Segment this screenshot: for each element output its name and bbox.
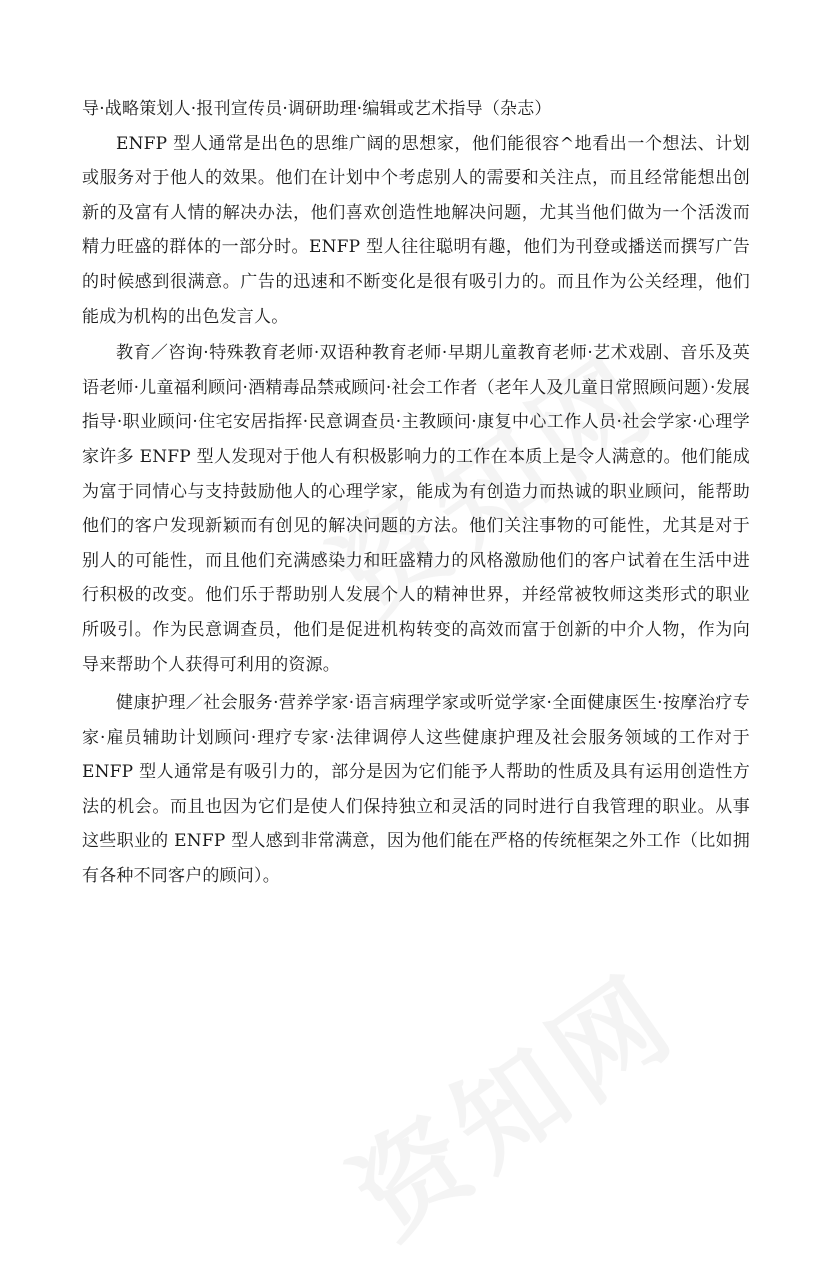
document-body bbox=[82, 92, 750, 894]
paragraph-career-list-continuation: 导·战略策划人·报刊宣传员·调研助理·编辑或艺术指导（杂志） bbox=[82, 99, 552, 119]
paragraph-health-social-service: 健康护理／社会服务·营养学家·语言病理学家或听觉学家·全面健康医生·按摩治疗专家·雇员辅助计划顾问·理疗专家·法律调停人这些健康护理及社会服务领域的工作对于 ENFP 型人通常是有吸引力的，部分是因为它们能予人帮助的性质及具有运用创造性方法的机会。而且也因为它们是使人们保持独立和灵活的同时进行自我管理的职业。从事这些职业的 ENFP 型人感到非常满意，因为他们能在严格的传统框架之外工作（比如拥有各种不同客户的顾问）。 bbox=[82, 693, 750, 887]
watermark bbox=[317, 931, 703, 1267]
paragraph-education-counseling: 教育／咨询·特殊教育老师·双语种教育老师·早期儿童教育老师·艺术戏剧、音乐及英语老师·儿童福利顾问·酒精毒品禁戒顾问·社会工作者（老年人及儿童日常照顾问题）·发展指导·职业顾问·住宅安居指挥·民意调查员·主教顾问·康复中心工作人员·社会学家·心理学家许多 ENFP 型人发现对于他人有积极影响力的工作在本质上是令人满意的。他们能成为富于同情心与支持鼓励他人的心理学家，能成为有创造力而热诚的职业顾问，能帮助他们的客户发现新颖而有创见的解决问题的方法。他们关注事物的可能性，尤其是对于别人的可能性，而且他们充满感染力和旺盛精力的风格激励他们的客户试着在生活中进行积极的改变。他们乐于帮助别人发展个人的精神世界，并经常被牧师这类形式的职业所吸引。作为民意调查员，他们是促进机构转变的高效而富于创新的中介人物，作为向导来帮助个人获得可利用的资源。 bbox=[82, 343, 750, 675]
paragraph-enfp-creative: ENFP 型人通常是出色的思维广阔的思想家，他们能很容^地看出一个想法、计划或服务对于他人的效果。他们在计划中个考虑别人的需要和关注点，而且经常能想出创新的及富有人情的解决办法，他们喜欢创造性地解决问题，尤其当他们做为一个活泼而精力旺盛的群体的一部分时。ENFP 型人往往聪明有趣，他们为刊登或播送而撰写广告的时候感到很满意。广告的迅速和不断变化是很有吸引力的。而且作为公关经理，他们能成为机构的出色发言人。 bbox=[82, 133, 750, 327]
